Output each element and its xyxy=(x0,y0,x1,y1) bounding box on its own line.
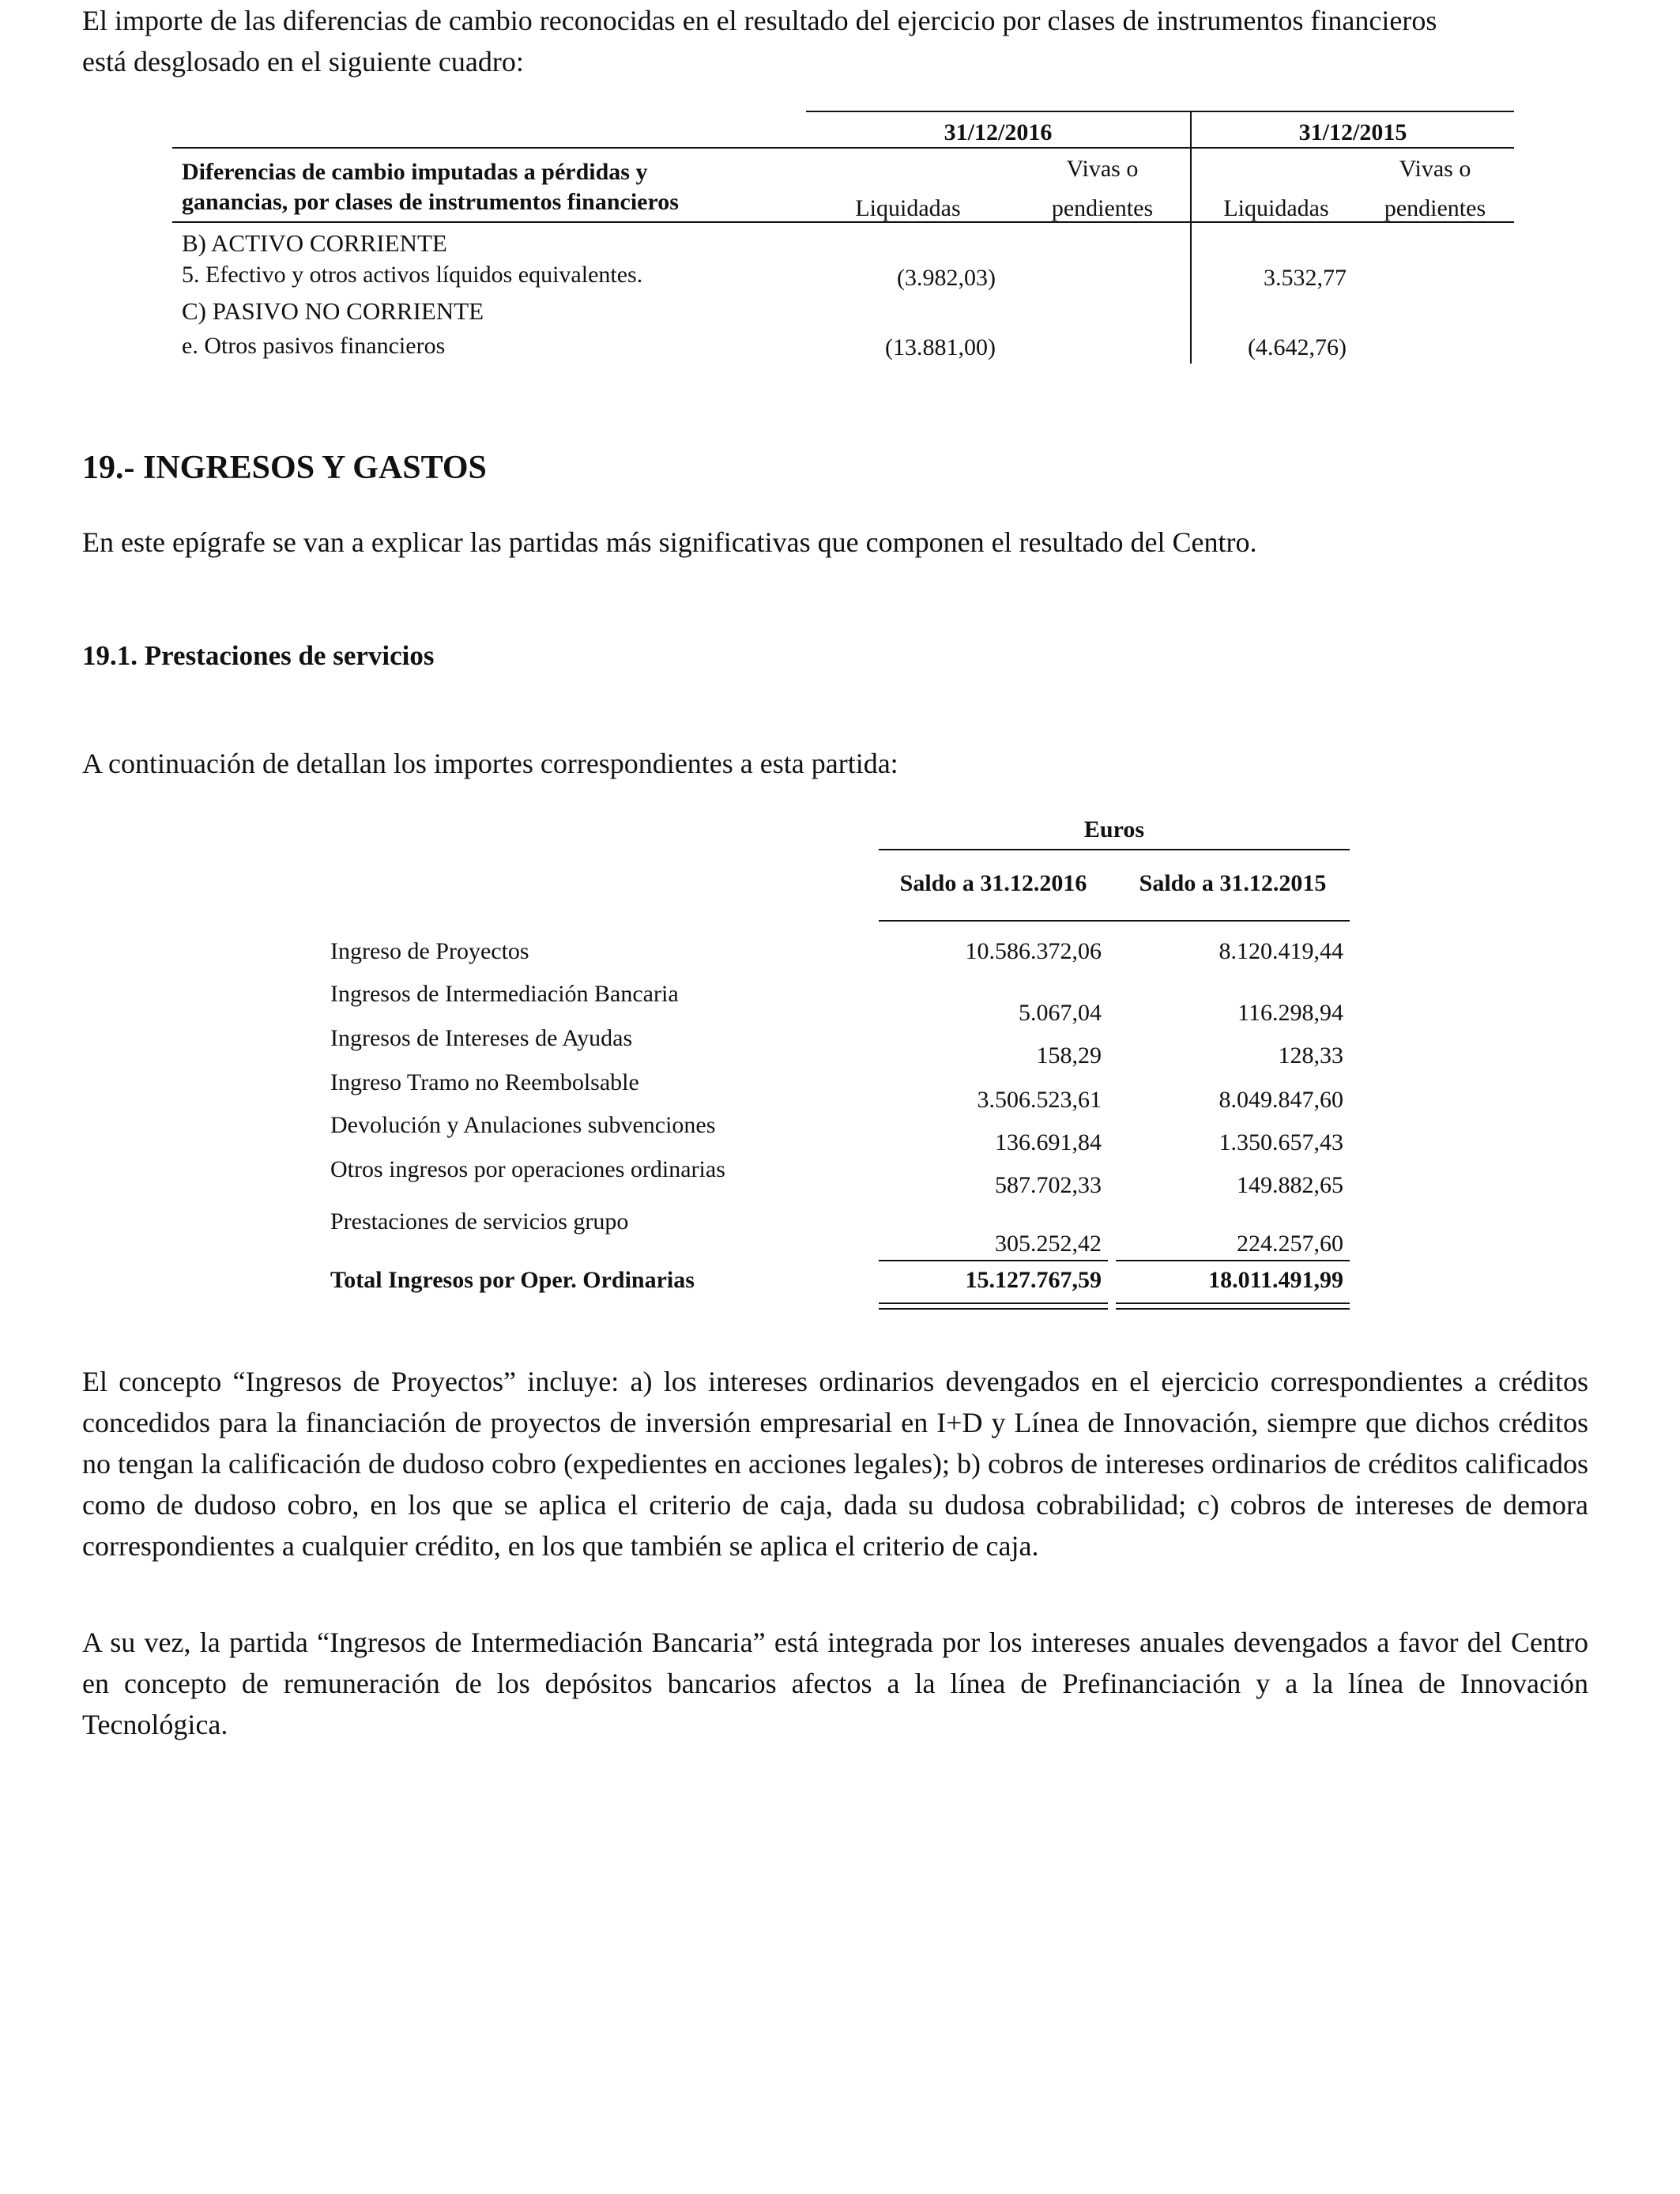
section-paragraph: En este epígrafe se van a explicar las partidas más significativas que componen el resultado del Centro. xyxy=(82,526,1257,558)
currency-rule xyxy=(879,849,1350,850)
table-cell-2015: 116.298,94 xyxy=(1237,1000,1343,1026)
period-header-2016: 31/12/2016 xyxy=(944,119,1053,145)
table-cell-2016: 10.586.372,06 xyxy=(965,938,1102,964)
table-cell-2015: 1.350.657,43 xyxy=(1219,1129,1343,1155)
subsection-paragraph: A continuación de detallan los importes correspondientes a esta partida: xyxy=(82,748,898,779)
row-header-line1: Diferencias de cambio imputadas a pérdidas y xyxy=(182,159,648,185)
period-header-2015: 31/12/2015 xyxy=(1298,119,1407,145)
col-header-vivas-line2-2015: pendientes xyxy=(1384,195,1486,221)
total-double-rule-top-2016 xyxy=(879,1302,1108,1304)
section-heading: 19.- INGRESOS Y GASTOS xyxy=(82,450,487,486)
value-liquidadas-2016: (3.982,03) xyxy=(897,265,996,291)
table-cell-2015: 149.882,65 xyxy=(1237,1172,1343,1198)
table-top-rule xyxy=(806,111,1514,112)
total-value-2016: 15.127.767,59 xyxy=(965,1267,1102,1293)
table-cell-2015: 8.049.847,60 xyxy=(1219,1087,1343,1113)
table-row-label: Devolución y Anulaciones subvenciones xyxy=(330,1112,716,1138)
total-double-rule-top-2015 xyxy=(1116,1302,1350,1304)
table-row-label: Ingreso Tramo no Reembolsable xyxy=(330,1069,639,1095)
table-row-label: Ingresos de Intereses de Ayudas xyxy=(330,1025,633,1051)
table-row-label: e. Otros pasivos financieros xyxy=(182,333,446,359)
closing-paragraph-1: El concepto “Ingresos de Proyectos” incluye: a) los intereses ordinarios devengados en el ejercicio correspondientes a créditos concedidos para la financiación de proyectos de inversión empresarial en I+D y Línea de Innovación, siempre que dichos créditos no tengan la calificación de dudoso cobro (expedientes en acciones legales); b) cobros de intereses ordinarios de créditos calificados como de dudoso cobro, en los que se aplica el criterio de caja, dada su dudosa cobrabilidad; c) cobros de intereses de demora correspondientes a cualquier crédito, en los que también se aplica el criterio de caja. xyxy=(82,1366,1588,1562)
col-header-liquidadas-2015: Liquidadas xyxy=(1223,195,1329,221)
section-title-pasivo-no-corriente: C) PASIVO NO CORRIENTE xyxy=(182,297,484,325)
col-header-vivas-line1-2015: Vivas o xyxy=(1399,156,1471,182)
total-double-rule-bottom-2016 xyxy=(879,1308,1108,1310)
table-vertical-divider xyxy=(1190,111,1192,364)
total-double-rule-bottom-2015 xyxy=(1116,1308,1350,1310)
table-cell-2015: 128,33 xyxy=(1278,1042,1343,1069)
value-liquidadas-2015: 3.532,77 xyxy=(1264,265,1347,291)
table-cell-2016: 3.506.523,61 xyxy=(977,1087,1102,1113)
currency-header: Euros xyxy=(1083,816,1145,843)
subtotal-rule-2015 xyxy=(1116,1260,1350,1261)
value-liquidadas-2016: (13.881,00) xyxy=(885,334,996,360)
total-label: Total Ingresos por Oper. Ordinarias xyxy=(330,1267,695,1293)
row-header-line2: ganancias, por clases de instrumentos financieros xyxy=(182,189,679,215)
section-title-activo-corriente: B) ACTIVO CORRIENTE xyxy=(182,229,447,257)
col-header-vivas-line2-2016: pendientes xyxy=(1051,195,1154,221)
total-value-2015: 18.011.491,99 xyxy=(1208,1267,1343,1293)
intro-paragraph: El importe de las diferencias de cambio reconocidas en el resultado del ejercicio por clases de instrumentos financieros está desglosado en el siguiente cuadro: xyxy=(82,5,1437,77)
table-cell-2016: 158,29 xyxy=(1036,1042,1102,1069)
col-header-vivas-line1-2016: Vivas o xyxy=(1066,156,1139,182)
closing-paragraph-2: A su vez, la partida “Ingresos de Intermediación Bancaria” está integrada por los intereses anuales devengados a favor del Centro en concepto de remuneración de los depósitos bancarios afectos a la línea de Prefinanciación y a la línea de Innovación Tecnológica. xyxy=(82,1627,1588,1740)
table-row-label: Ingreso de Proyectos xyxy=(330,938,529,964)
table-cell-2015: 224.257,60 xyxy=(1237,1231,1343,1257)
table-row-label: 5. Efectivo y otros activos líquidos equivalentes. xyxy=(182,262,643,288)
table-cell-2016: 136.691,84 xyxy=(995,1129,1102,1155)
table-row-label: Ingresos de Intermediación Bancaria xyxy=(330,981,679,1007)
col-header-liquidadas-2016: Liquidadas xyxy=(855,195,961,221)
value-liquidadas-2015: (4.642,76) xyxy=(1248,334,1347,360)
table-cell-2016: 5.067,04 xyxy=(1019,1000,1102,1026)
table-cell-2015: 8.120.419,44 xyxy=(1219,938,1343,964)
subsection-heading: 19.1. Prestaciones de servicios xyxy=(82,640,435,671)
table-row-label: Prestaciones de servicios grupo xyxy=(330,1208,629,1235)
col-header-2015: Saldo a 31.12.2015 xyxy=(1139,870,1327,896)
subtotal-rule-2016 xyxy=(879,1260,1108,1261)
table-row-label: Otros ingresos por operaciones ordinarias xyxy=(330,1156,725,1182)
col-header-rule xyxy=(879,920,1350,922)
table-cell-2016: 587.702,33 xyxy=(995,1172,1102,1198)
table-cell-2016: 305.252,42 xyxy=(995,1231,1102,1257)
col-header-2016: Saldo a 31.12.2016 xyxy=(899,870,1087,896)
